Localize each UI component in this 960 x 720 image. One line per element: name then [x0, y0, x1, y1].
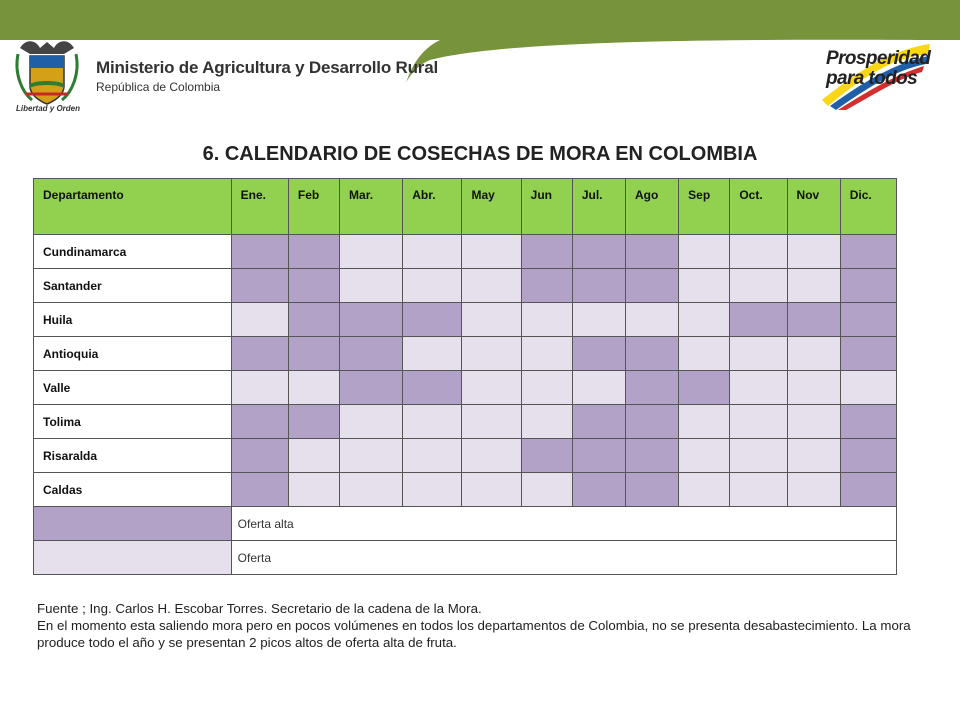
month-cell-oferta-alta: [572, 405, 625, 439]
month-cell-oferta-alta: [340, 371, 403, 405]
logo-line2: para todos: [826, 68, 918, 89]
legend-swatch: [34, 507, 232, 541]
month-cell-oferta: [462, 405, 521, 439]
month-cell-oferta: [787, 337, 840, 371]
department-cell: Antioquia: [34, 337, 232, 371]
month-cell-oferta: [679, 235, 730, 269]
month-cell-oferta-alta: [231, 269, 288, 303]
month-cell-oferta-alta: [288, 235, 339, 269]
column-header: Oct.: [730, 179, 787, 235]
ministry-block: [96, 58, 438, 94]
month-cell-oferta: [340, 235, 403, 269]
month-cell-oferta-alta: [572, 235, 625, 269]
column-header: May: [462, 179, 521, 235]
month-cell-oferta-alta: [231, 235, 288, 269]
month-cell-oferta-alta: [231, 439, 288, 473]
column-header: Mar.: [340, 179, 403, 235]
month-cell-oferta: [288, 473, 339, 507]
harvest-calendar-table: [33, 178, 897, 575]
department-cell: Cundinamarca: [34, 235, 232, 269]
month-cell-oferta-alta: [288, 303, 339, 337]
month-cell-oferta: [679, 303, 730, 337]
month-cell-oferta-alta: [572, 337, 625, 371]
month-cell-oferta: [521, 371, 572, 405]
month-cell-oferta: [462, 303, 521, 337]
column-header: Jun: [521, 179, 572, 235]
month-cell-oferta: [787, 371, 840, 405]
month-cell-oferta: [403, 473, 462, 507]
ministry-subtitle: República de Colombia: [96, 80, 221, 94]
table-row: [34, 473, 897, 507]
month-cell-oferta-alta: [340, 337, 403, 371]
month-cell-oferta-alta: [626, 235, 679, 269]
month-cell-oferta: [288, 371, 339, 405]
month-cell-oferta: [730, 439, 787, 473]
month-cell-oferta: [730, 371, 787, 405]
month-cell-oferta-alta: [231, 337, 288, 371]
month-cell-oferta: [462, 337, 521, 371]
month-cell-oferta: [340, 473, 403, 507]
table-row: [34, 337, 897, 371]
month-cell-oferta-alta: [572, 439, 625, 473]
month-cell-oferta: [403, 439, 462, 473]
month-cell-oferta-alta: [840, 303, 896, 337]
month-cell-oferta: [730, 337, 787, 371]
month-cell-oferta-alta: [521, 439, 572, 473]
ministry-name: Ministerio de Agricultura y Desarrollo Rural: [96, 58, 438, 77]
department-cell: Tolima: [34, 405, 232, 439]
month-cell-oferta-alta: [572, 473, 625, 507]
month-cell-oferta: [572, 303, 625, 337]
column-header: Abr.: [403, 179, 462, 235]
month-cell-oferta: [231, 371, 288, 405]
month-cell-oferta: [521, 405, 572, 439]
table-row: [34, 371, 897, 405]
month-cell-oferta: [572, 371, 625, 405]
month-cell-oferta-alta: [730, 303, 787, 337]
month-cell-oferta: [679, 439, 730, 473]
month-cell-oferta: [679, 269, 730, 303]
month-cell-oferta-alta: [626, 439, 679, 473]
month-cell-oferta-alta: [787, 303, 840, 337]
column-header: Jul.: [572, 179, 625, 235]
department-cell: Santander: [34, 269, 232, 303]
month-cell-oferta: [462, 371, 521, 405]
month-cell-oferta: [679, 473, 730, 507]
month-cell-oferta-alta: [626, 473, 679, 507]
month-cell-oferta-alta: [626, 371, 679, 405]
legend-row: [34, 507, 897, 541]
month-cell-oferta: [403, 235, 462, 269]
month-cell-oferta-alta: [340, 303, 403, 337]
column-header: Dic.: [840, 179, 896, 235]
month-cell-oferta-alta: [626, 269, 679, 303]
month-cell-oferta: [340, 405, 403, 439]
column-header: Ene.: [231, 179, 288, 235]
column-header: Feb: [288, 179, 339, 235]
column-header: Sep: [679, 179, 730, 235]
department-cell: Caldas: [34, 473, 232, 507]
month-cell-oferta: [521, 473, 572, 507]
table-row: [34, 405, 897, 439]
month-cell-oferta: [787, 439, 840, 473]
month-cell-oferta: [626, 303, 679, 337]
column-header: Departamento: [34, 179, 232, 235]
month-cell-oferta: [340, 269, 403, 303]
month-cell-oferta: [730, 235, 787, 269]
table-row: [34, 235, 897, 269]
month-cell-oferta-alta: [403, 371, 462, 405]
table-row: [34, 303, 897, 337]
month-cell-oferta-alta: [840, 405, 896, 439]
month-cell-oferta-alta: [521, 235, 572, 269]
month-cell-oferta: [679, 337, 730, 371]
month-cell-oferta: [403, 269, 462, 303]
department-cell: Valle: [34, 371, 232, 405]
department-cell: Huila: [34, 303, 232, 337]
month-cell-oferta-alta: [840, 439, 896, 473]
month-cell-oferta: [340, 439, 403, 473]
column-header: Nov: [787, 179, 840, 235]
page-title: 6. CALENDARIO DE COSECHAS DE MORA EN COLOMBIA: [202, 143, 758, 165]
month-cell-oferta: [730, 269, 787, 303]
month-cell-oferta-alta: [840, 235, 896, 269]
motto-text: Libertad y Orden: [16, 104, 81, 113]
month-cell-oferta: [231, 303, 288, 337]
table-body: [34, 235, 897, 575]
month-cell-oferta-alta: [231, 405, 288, 439]
month-cell-oferta: [679, 405, 730, 439]
month-cell-oferta-alta: [288, 405, 339, 439]
month-cell-oferta: [787, 269, 840, 303]
month-cell-oferta: [730, 473, 787, 507]
table-row: [34, 439, 897, 473]
legend-row: [34, 541, 897, 575]
month-cell-oferta: [462, 269, 521, 303]
month-cell-oferta: [462, 235, 521, 269]
month-cell-oferta: [403, 405, 462, 439]
footer-note: En el momento esta saliendo mora pero en pocos volúmenes en todos los departamentos de Colombia, no se presenta desabastecimiento. La mora produce todo el año y se presentan 2 picos altos de oferta alta de fruta.: [37, 618, 911, 650]
month-cell-oferta: [521, 337, 572, 371]
legend-label: Oferta alta: [231, 507, 896, 541]
month-cell-oferta: [787, 405, 840, 439]
department-cell: Risaralda: [34, 439, 232, 473]
month-cell-oferta-alta: [840, 269, 896, 303]
month-cell-oferta: [787, 235, 840, 269]
month-cell-oferta: [521, 303, 572, 337]
footer-source: Fuente ; Ing. Carlos H. Escobar Torres. Secretario de la cadena de la Mora.: [37, 601, 482, 616]
month-cell-oferta: [288, 439, 339, 473]
month-cell-oferta: [403, 337, 462, 371]
month-cell-oferta-alta: [840, 337, 896, 371]
logo-line1: Prosperidad: [826, 48, 931, 69]
month-cell-oferta-alta: [288, 337, 339, 371]
month-cell-oferta: [840, 371, 896, 405]
month-cell-oferta-alta: [231, 473, 288, 507]
legend-swatch: [34, 541, 232, 575]
month-cell-oferta-alta: [403, 303, 462, 337]
prosperidad-logo: [820, 40, 932, 110]
month-cell-oferta-alta: [572, 269, 625, 303]
month-cell-oferta-alta: [288, 269, 339, 303]
month-cell-oferta-alta: [840, 473, 896, 507]
column-header: Ago: [626, 179, 679, 235]
month-cell-oferta-alta: [521, 269, 572, 303]
legend-label: Oferta: [231, 541, 896, 575]
footer-notes: [37, 600, 917, 651]
month-cell-oferta-alta: [626, 337, 679, 371]
month-cell-oferta-alta: [626, 405, 679, 439]
month-cell-oferta: [462, 473, 521, 507]
month-cell-oferta: [462, 439, 521, 473]
table-header-row: [34, 179, 897, 235]
month-cell-oferta-alta: [679, 371, 730, 405]
month-cell-oferta: [787, 473, 840, 507]
month-cell-oferta: [730, 405, 787, 439]
table-row: [34, 269, 897, 303]
